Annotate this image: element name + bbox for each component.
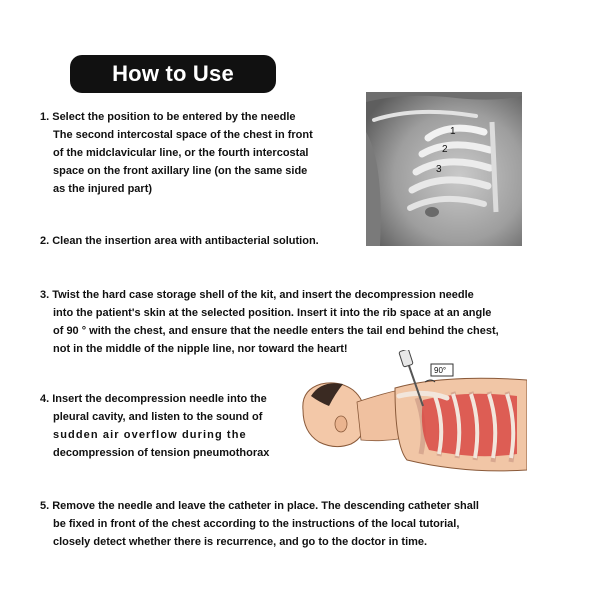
angle-label: 90°: [434, 366, 447, 375]
step-3: [40, 286, 499, 358]
step-3-line-3: of 90 ° with the chest, and ensure that the needle enters the tail end behind the chest,: [53, 325, 499, 337]
step-2: [40, 232, 319, 250]
step-4: [40, 390, 269, 462]
step-5-line-3: closely detect whether there is recurrence, and go to the doctor in time.: [53, 536, 428, 548]
rib-space-label-1: 1: [450, 126, 456, 137]
step-1-line-5: as the injured part): [53, 183, 153, 195]
step-4-line-3: sudden air overflow during the: [53, 429, 247, 441]
step-4-line-1: 4. Insert the decompression needle into the: [40, 393, 267, 405]
chest-rib-photo: [366, 92, 522, 246]
needle-insertion-illustration: [295, 350, 527, 475]
needle-insertion-art: [295, 350, 527, 475]
rib-space-label-3: 3: [436, 164, 442, 175]
step-1-line-2: The second intercostal space of the chest in front: [53, 129, 313, 141]
step-1-line-4: space on the front axillary line (on the same side: [53, 165, 308, 177]
step-2-line-1: 2. Clean the insertion area with antibacterial solution.: [40, 235, 319, 247]
step-3-line-2: into the patient's skin at the selected position. Insert it into the rib space at an angle: [53, 307, 492, 319]
step-1: [40, 108, 313, 198]
step-5-line-2: be fixed in front of the chest according to the instructions of the local tutorial,: [53, 518, 460, 530]
step-4-line-4: decompression of tension pneumothorax: [53, 447, 270, 459]
step-5: [40, 497, 479, 551]
step-5-line-1: 5. Remove the needle and leave the catheter in place. The descending catheter shall: [40, 500, 479, 512]
step-3-line-4: not in the middle of the nipple line, nor toward the heart!: [53, 343, 348, 355]
step-4-line-2: pleural cavity, and listen to the sound of: [53, 411, 263, 423]
step-1-line-1: 1. Select the position to be entered by the needle: [40, 111, 296, 123]
step-1-line-3: of the midclavicular line, or the fourth intercostal: [53, 147, 309, 159]
page-title: How to Use: [70, 55, 276, 93]
rib-space-label-2: 2: [442, 144, 448, 155]
step-3-line-1: 3. Twist the hard case storage shell of the kit, and insert the decompression needle: [40, 289, 474, 301]
chest-rib-photo-art: [366, 92, 522, 246]
